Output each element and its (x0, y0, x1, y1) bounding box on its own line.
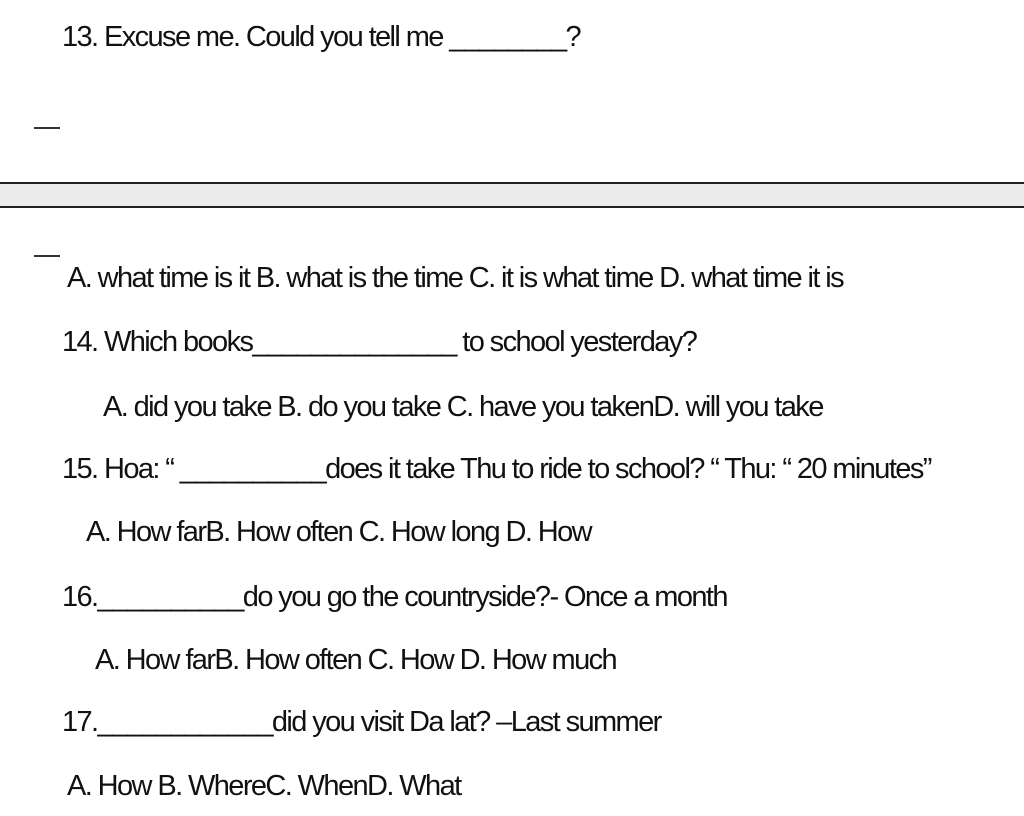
question-13-options: A. what time is it B. what is the time C. it is what time D. what time it is (67, 262, 844, 294)
question-16-stem: 16.__________do you go the countryside?- Once a month (62, 581, 727, 613)
question-14-options: A. did you take B. do you take C. have you takenD. will you take (103, 391, 823, 423)
question-15-options: A. How farB. How often C. How long D. How (86, 516, 591, 548)
dash-mark (34, 127, 60, 129)
question-17-options: A. How B. WhereC. WhenD. What (67, 770, 461, 802)
question-17-stem: 17.____________did you visit Da lat? –Last summer (62, 706, 661, 738)
gray-divider-band (0, 182, 1024, 208)
dash-mark (34, 255, 60, 257)
question-16-options: A. How farB. How often C. How D. How much (95, 644, 617, 676)
question-15-stem: 15. Hoa: “ __________does it take Thu to ride to school? “ Thu: “ 20 minutes” (62, 453, 931, 485)
question-13-stem: 13. Excuse me. Could you tell me ________? (62, 21, 580, 53)
question-14-stem: 14. Which books______________ to school yesterday? (62, 326, 697, 358)
